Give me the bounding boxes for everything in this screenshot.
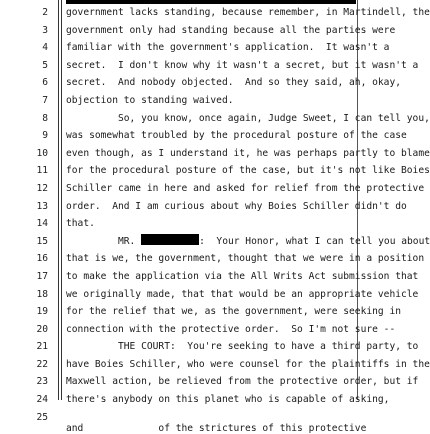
line-number: 14 xyxy=(36,218,48,230)
line-number: 15 xyxy=(36,235,48,247)
line-number: 11 xyxy=(36,165,48,177)
line-text: familiar with the government's application. It wasn't a xyxy=(66,42,390,54)
transcript-line xyxy=(66,409,367,434)
line-text: and of the strictures of this protective xyxy=(66,422,367,434)
line-number: 24 xyxy=(36,394,48,406)
line-text-before: MR. xyxy=(66,235,142,247)
line-number: 8 xyxy=(42,112,48,124)
transcript-line xyxy=(66,74,402,92)
line-number: 4 xyxy=(42,42,48,54)
transcript-line xyxy=(66,145,430,163)
line-number: 21 xyxy=(36,341,48,353)
redaction-bar xyxy=(141,234,199,245)
left-margin-rule-inner xyxy=(61,0,62,400)
transcript-line xyxy=(66,338,419,356)
line-number: 10 xyxy=(36,147,48,159)
line-number: 16 xyxy=(36,253,48,265)
transcript-line xyxy=(66,92,356,110)
transcript-line xyxy=(66,110,430,128)
line-text: Maxwell action, be relieved from the protective order, but if xyxy=(66,376,419,388)
transcript-line xyxy=(66,127,407,145)
line-text: order. And I am curious about why Boies Schiller didn't do xyxy=(66,200,407,212)
line-text: for the procedural posture of the case, but it's not like Boies xyxy=(66,165,430,177)
transcript-line xyxy=(66,373,419,391)
line-text: secret. And nobody objected. And so they said, ah, okay, xyxy=(66,77,402,89)
line-text: Schiller came in here and asked for relief from the protective xyxy=(66,182,425,194)
line-text-after: : Your Honor, what I can tell you about xyxy=(199,235,430,247)
line-text: objection to standing waived. xyxy=(66,94,234,106)
line-number: 12 xyxy=(36,182,48,194)
transcript-line xyxy=(66,4,430,22)
line-text: secret. I don't know why it wasn't a secret, but it wasn't a xyxy=(66,59,419,71)
transcript-line xyxy=(66,162,430,180)
left-margin-rule xyxy=(58,0,59,400)
line-number: 3 xyxy=(42,24,48,36)
transcript-line xyxy=(66,303,402,321)
transcript-line xyxy=(66,233,430,251)
line-number: 17 xyxy=(36,270,48,282)
transcript-line xyxy=(66,250,425,268)
line-text: government lacks standing, because remember, in Martindell, the xyxy=(66,7,430,18)
transcript-line xyxy=(66,391,390,409)
line-text: THE COURT: You're seeking to have a third party, to xyxy=(66,341,419,353)
line-number: 23 xyxy=(36,376,48,388)
line-text: there's anybody on this planet who is capable of asking, xyxy=(66,394,390,406)
line-text: we originally made, that that would be an appropriate vehicle xyxy=(66,288,419,300)
line-text: even though, as I understand it, he was perhaps partly to blame xyxy=(66,147,430,159)
line-text: for the relief that we, as the government, were seeking in xyxy=(66,306,402,318)
line-number: 6 xyxy=(42,77,48,89)
transcript-line xyxy=(66,286,419,304)
line-number: 20 xyxy=(36,323,48,335)
line-number-column xyxy=(28,4,48,426)
transcript-line xyxy=(66,198,407,216)
line-text: connection with the protective order. So I'm not sure -- xyxy=(66,323,396,335)
transcript-line xyxy=(66,57,419,75)
line-text: that is we, the government, thought that we were in a position xyxy=(66,253,425,265)
line-number: 5 xyxy=(42,59,48,71)
line-text: So, you know, once again, Judge Sweet, I can tell you, xyxy=(66,112,430,124)
transcript-line xyxy=(66,215,356,233)
line-number: 7 xyxy=(42,94,48,106)
line-number: 2 xyxy=(42,7,48,18)
transcript-line xyxy=(66,321,396,339)
line-text: have Boies Schiller, who were counsel for the plaintiffs in the xyxy=(66,358,430,370)
transcript-text xyxy=(66,4,430,434)
line-number: 9 xyxy=(42,130,48,142)
line-number: 13 xyxy=(36,200,48,212)
line-number: 22 xyxy=(36,358,48,370)
line-text: to make the application via the All Writs Act submission that xyxy=(66,270,419,282)
line-number: 25 xyxy=(36,411,48,423)
transcript-line xyxy=(66,268,419,286)
line-number: 19 xyxy=(36,306,48,318)
transcript-line xyxy=(66,39,390,57)
transcript-line xyxy=(66,356,430,374)
line-text: government only had standing because all the parties were xyxy=(66,24,396,36)
line-number: 18 xyxy=(36,288,48,300)
transcript-line xyxy=(66,180,425,198)
line-text: that. xyxy=(66,218,95,230)
transcript-line xyxy=(66,22,396,40)
line-text: was somewhat troubled by the procedural posture of the case xyxy=(66,130,407,142)
